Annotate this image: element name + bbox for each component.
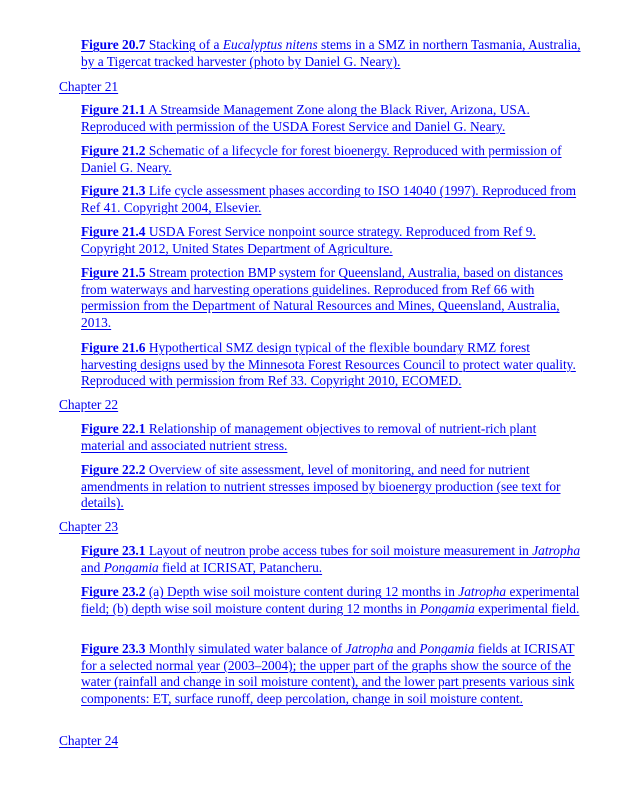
caption-text: Layout of neutron probe access tubes for soil moisture measurement in: [145, 543, 533, 558]
caption-text: USDA Forest Service nonpoint source strategy. Reproduced from Ref 9. Copyright 2012, United States Department of Agriculture.: [81, 224, 536, 256]
caption-italic: Eucalyptus nitens: [222, 37, 318, 52]
caption-italic: Pongamia: [419, 641, 475, 656]
caption-text: fields at ICRISAT for a selected normal year (2003–2004); the upper part of the graphs show the source of the water (rainfall and change in soil moisture content), and the lower part presents various sink components: ET, surface runoff, deep percolation, change in soil moisture content.: [81, 641, 575, 706]
figure-link-21-6[interactable]: [81, 340, 583, 390]
figure-link-21-3[interactable]: [81, 183, 583, 216]
figure-number: Figure 21.1: [81, 102, 146, 117]
caption-italic: Pongamia: [103, 559, 159, 575]
chapter-link-23[interactable]: Chapter 23: [59, 519, 119, 534]
caption-italic: Jatropha: [458, 584, 507, 599]
figure-link-22-2[interactable]: [81, 462, 583, 512]
chapter-link-24[interactable]: Chapter 24: [59, 733, 119, 748]
caption-text: Stacking of a: [145, 37, 223, 52]
figure-number: Figure 23.2: [81, 584, 146, 599]
figure-number: Figure 22.1: [81, 421, 146, 436]
caption-italic: Pongamia: [419, 600, 475, 616]
figure-number: Figure 23.3: [81, 641, 146, 656]
chapter-link-21[interactable]: Chapter 21: [59, 79, 119, 94]
figure-link-23-1[interactable]: [81, 543, 583, 576]
caption-text: field at ICRISAT, Patancheru.: [158, 559, 323, 575]
figure-link-22-1[interactable]: [81, 421, 583, 454]
figure-number: Figure 22.2: [81, 462, 146, 477]
figure-number: Figure 21.6: [81, 340, 146, 355]
caption-text: Stream protection BMP system for Queensland, Australia, based on distances from waterways and harvesting operations guidelines. Reproduced from Ref 66 with permission from the Department of Natural Resources and Mines, Queensland, Australia, 2013.: [81, 265, 563, 330]
figure-link-21-1[interactable]: [81, 102, 583, 135]
caption-italic: Jatropha: [532, 543, 581, 558]
caption-text: Monthly simulated water balance of: [145, 641, 346, 656]
figure-number: Figure 20.7: [81, 37, 146, 52]
caption-text: experimental field.: [474, 600, 580, 616]
caption-text: experimental field; (b) depth wise soil moisture content during 12 months in: [81, 584, 580, 616]
figure-number: Figure 21.4: [81, 224, 146, 239]
caption-text: (a) Depth wise soil moisture content during 12 months in: [145, 584, 459, 599]
caption-text: and: [393, 641, 420, 656]
caption-text: Life cycle assessment phases according to ISO 14040 (1997). Reproduced from Ref 41. Copyright 2004, Elsevier.: [81, 183, 577, 215]
caption-text: A Streamside Management Zone along the Black River, Arizona, USA. Reproduced with permission of the USDA Forest Service and Daniel G. Neary.: [81, 102, 530, 134]
chapter-link-22[interactable]: Chapter 22: [59, 397, 119, 412]
figure-link-21-5[interactable]: [81, 265, 583, 331]
figure-number: Figure 21.2: [81, 143, 146, 158]
caption-italic: Jatropha: [345, 641, 394, 656]
caption-text: Overview of site assessment, level of monitoring, and need for nutrient amendments in relation to nutrient stresses imposed by bioenergy production (see text for details).: [81, 462, 561, 511]
figure-number: Figure 23.1: [81, 543, 146, 558]
figure-link-23-2[interactable]: [81, 584, 583, 617]
caption-text: Schematic of a lifecycle for forest bioenergy. Reproduced with permission of Daniel G. Neary.: [81, 143, 562, 175]
figure-number: Figure 21.3: [81, 183, 146, 198]
caption-text: Hypothertical SMZ design typical of the flexible boundary RMZ forest harvesting designs used by the Minnesota Forest Resources Council to protect water quality. Reproduced with permission from Ref 33. Copyright 2010, ECOMED.: [81, 340, 576, 389]
caption-text: and: [81, 559, 104, 575]
figure-link-21-2[interactable]: [81, 143, 583, 176]
caption-text: Relationship of management objectives to removal of nutrient-rich plant material and associated nutrient stress.: [81, 421, 537, 453]
figure-link-23-3[interactable]: [81, 641, 583, 707]
caption-text: stems in a SMZ in northern Tasmania, Australia, by a Tigercat tracked harvester (photo by Daniel G. Neary).: [81, 37, 581, 69]
figure-number: Figure 21.5: [81, 265, 146, 280]
figure-link-20-7[interactable]: [81, 37, 583, 70]
figure-link-21-4[interactable]: [81, 224, 583, 257]
